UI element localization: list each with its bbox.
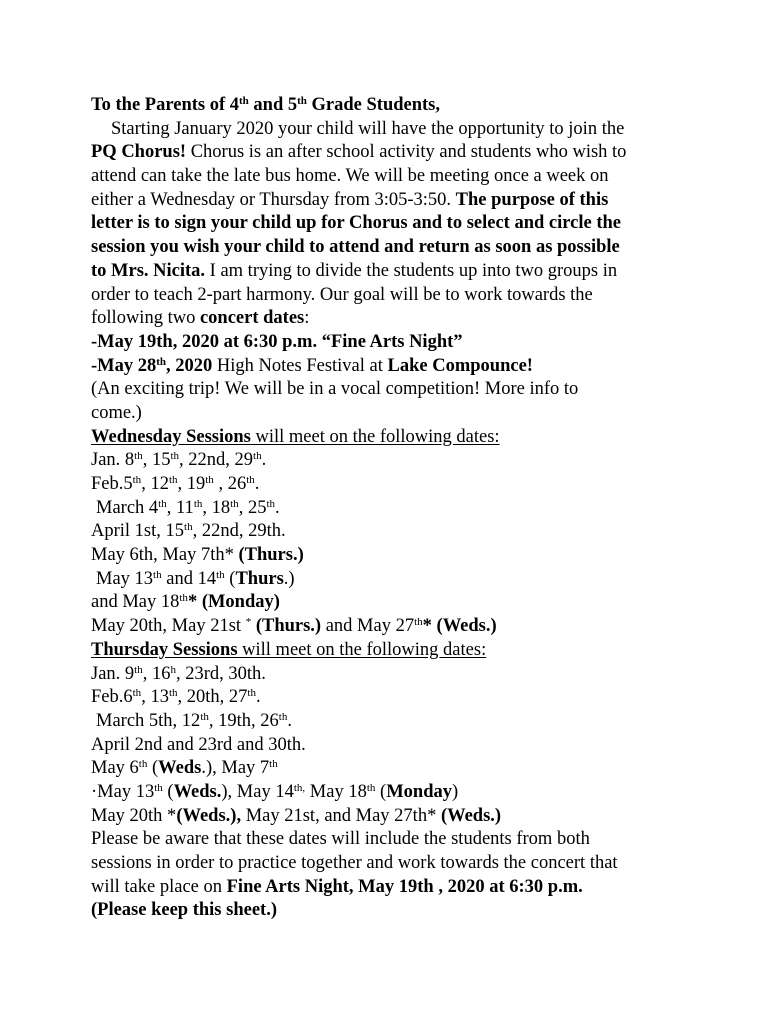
thursday-heading: Thursday Sessions will meet on the following dates:	[91, 639, 487, 660]
thursday-feb: Feb.6th, 13th, 20th, 27th.	[91, 687, 261, 708]
wednesday-feb: Feb.5th, 12th, 19th , 26th.	[91, 473, 260, 494]
intro-line-6: session you wish your child to attend and return as soon as possible	[91, 237, 620, 258]
wednesday-mar: March 4th, 11th, 18th, 25th.	[96, 497, 280, 518]
closing-line-1: Please be aware that these dates will include the students from both	[91, 829, 590, 850]
wednesday-may-2: May 13th and 14th (Thurs.)	[96, 568, 295, 589]
thursday-may-1: May 6th (Weds.), May 7th	[91, 758, 278, 779]
concert-note-1: (An exciting trip! We will be in a vocal competition! More info to	[91, 379, 579, 400]
wednesday-may-4: May 20th, May 21st * (Thurs.) and May 27th* (Weds.)	[91, 616, 497, 637]
thursday-may-2: ·May 13th (Weds.), May $14^{th,}$ May 18th (Monday)	[91, 781, 459, 802]
intro-line-4: either a Wednesday or Thursday from 3:05-3:50. The purpose of this	[91, 189, 609, 210]
intro-line-2: PQ Chorus! Chorus is an after school activity and students who wish to	[91, 142, 627, 163]
closing-line-4: (Please keep this sheet.)	[91, 900, 277, 921]
wednesday-heading: Wednesday Sessions will meet on the following dates:	[91, 426, 500, 447]
intro-line-5: letter is to sign your child up for Chorus and to select and circle the	[91, 213, 621, 234]
concert-date-1: -May 19th, 2020 at 6:30 p.m. “Fine Arts Night”	[91, 331, 463, 352]
wednesday-apr: April 1st, 15th, 22nd, 29th.	[91, 521, 286, 542]
wednesday-may-1: May 6th, May 7th* (Thurs.)	[91, 545, 304, 566]
thursday-mar: March 5th, 12th, 19th, 26th.	[96, 710, 292, 731]
salutation: To the Parents of 4th and 5th Grade Students,	[91, 94, 441, 115]
intro-line-7: to Mrs. Nicita. I am trying to divide the students up into two groups in	[91, 260, 618, 281]
intro-line-3: attend can take the late bus home. We will be meeting once a week on	[91, 166, 609, 187]
closing-line-2: sessions in order to practice together and work towards the concert that	[91, 853, 618, 873]
intro-line-1: Starting January 2020 your child will have the opportunity to join the	[111, 118, 625, 139]
concert-note-2: come.)	[91, 402, 142, 423]
thursday-apr: April 2nd and 23rd and 30th.	[91, 734, 306, 755]
chorus-letter	[91, 94, 691, 923]
concert-date-2: -May 28th, 2020 High Notes Festival at Lake Compounce!	[91, 355, 533, 376]
thursday-may-3: May 20th *(Weds.), May 21st, and May 27th* (Weds.)	[91, 805, 502, 826]
wednesday-may-3: and May 18th* (Monday)	[91, 592, 280, 613]
thursday-jan: Jan. 9th, 16$^h$, 23rd, 30th.	[91, 663, 266, 684]
wednesday-jan: Jan. 8th, 15th, 22nd, 29th.	[91, 450, 267, 471]
intro-line-9: following two concert dates:	[91, 308, 310, 329]
closing-line-3: will take place on Fine Arts Night, May 19th , 2020 at 6:30 p.m.	[91, 876, 583, 897]
intro-line-8: order to teach 2-part harmony. Our goal will be to work towards the	[91, 284, 593, 305]
